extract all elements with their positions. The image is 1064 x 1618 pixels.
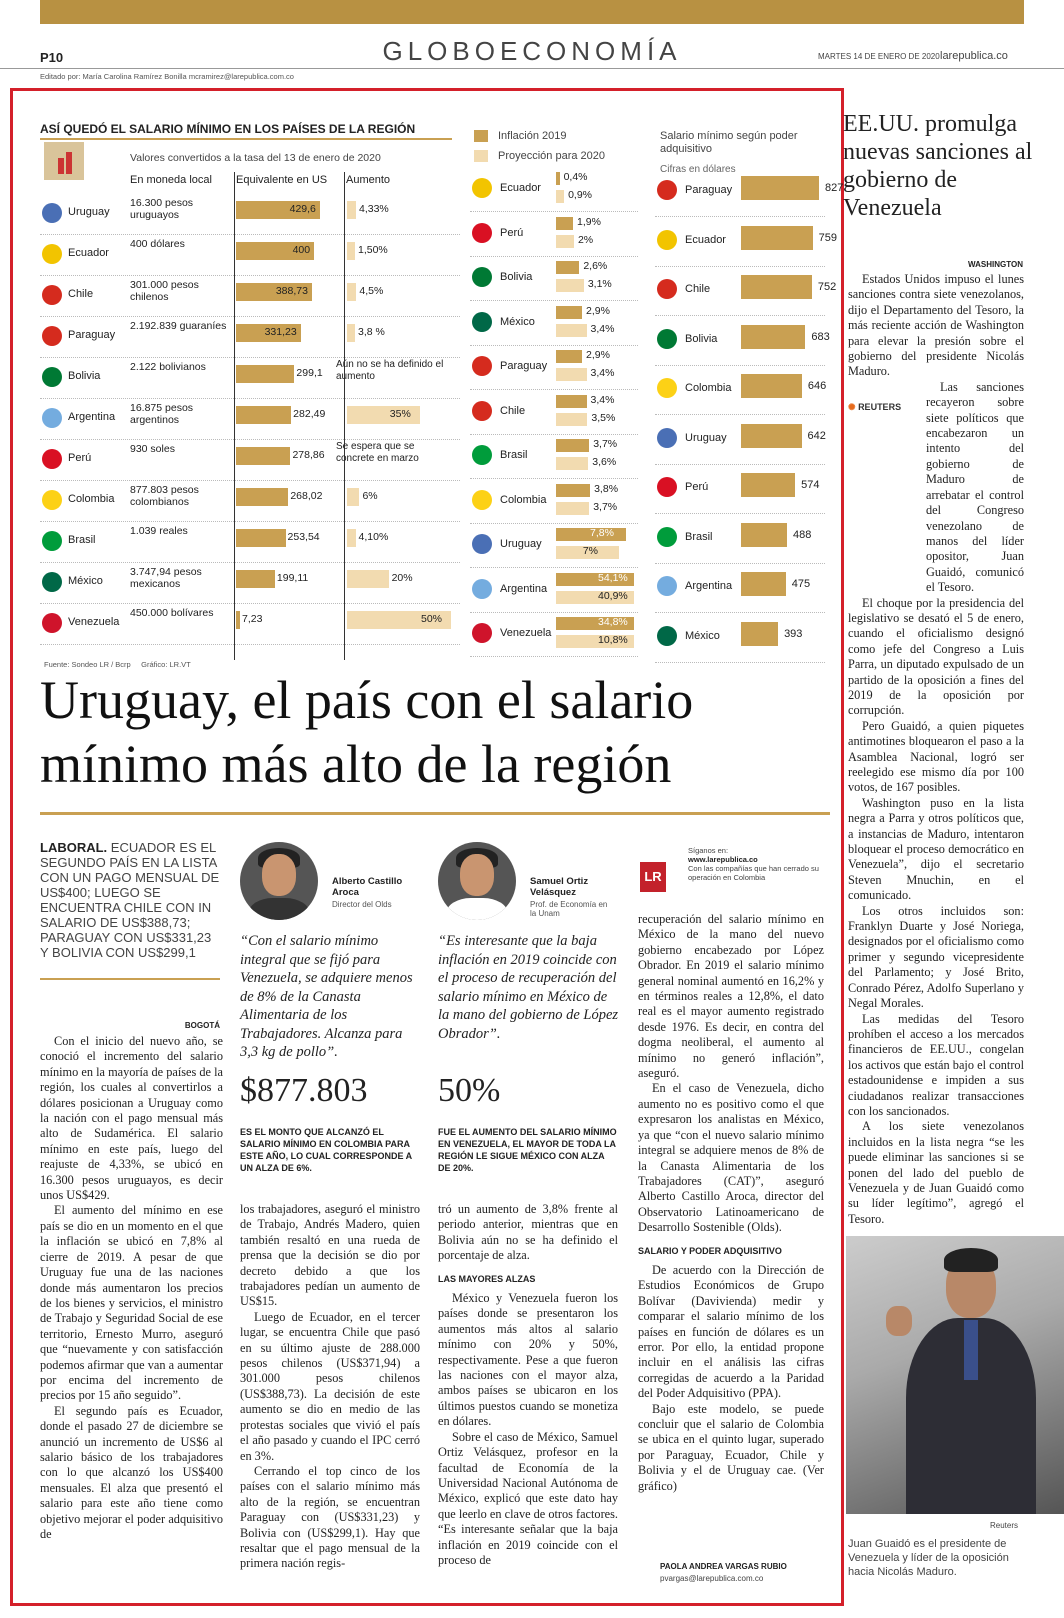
flag-icon: [657, 527, 677, 547]
country-name: Venezuela: [500, 627, 552, 639]
inflation-row: [470, 613, 638, 657]
inflation-label: 3,4%: [590, 393, 615, 406]
country-name: Colombia: [500, 493, 547, 506]
ppa-label: 393: [784, 627, 803, 640]
country-name: Brasil: [68, 534, 96, 546]
usd-label: 282,49: [293, 408, 326, 420]
ppa-subtitle: Cifras en dólares: [660, 164, 736, 175]
flag-icon: [472, 490, 492, 510]
byline-email[interactable]: pvargas@larepublica.com.co: [660, 1574, 764, 1583]
article-column-1: [40, 1034, 223, 1542]
inflation-bar: [556, 439, 589, 452]
flag-icon: [42, 203, 62, 223]
inflation-bar: [556, 395, 587, 408]
flag-icon: [657, 329, 677, 349]
ppa-row: [655, 366, 825, 415]
flag-icon: [42, 572, 62, 592]
projection-bar: [556, 235, 574, 248]
table-row: [40, 482, 460, 522]
increase-label: 3,8 %: [358, 326, 385, 338]
body-paragraph: recuperación del salario mínimo en México de la mano del nuevo gobierno encabezado por López Obrador. En 2019 el salario mínimo general nominal aumentó en 16,2% y en términos reales a 12,8%, el dato real es el mayor aumento registrado desde 1976. Es decir, en contra del dogma neoliberal, el aumento al mínimo no generó inflación”, aseguró.: [638, 912, 824, 1081]
country-name: Chile: [500, 404, 526, 417]
flag-icon: [42, 531, 62, 551]
flag-icon: [42, 613, 62, 633]
body-paragraph: Sobre el caso de México, Samuel Ortiz Velásquez, profesor en la facultad de Economía de la Universidad Nacional Autónoma de México, explicó que este dato hay que leerlo en clave de otros factores. “Es interesante señalar que la baja inflación en 2019 coincide con el proceso de: [438, 1429, 618, 1567]
ppa-bar: [741, 572, 786, 596]
increase-label: 50%: [421, 613, 443, 625]
inflation-row: [470, 346, 638, 390]
avatar: [438, 842, 516, 920]
projection-label: 3,1%: [587, 278, 612, 290]
inflation-row: [470, 213, 638, 257]
country-name: Argentina: [500, 582, 548, 595]
country-name: Ecuador: [68, 247, 109, 259]
site-link[interactable]: larepublica.co: [940, 50, 1008, 62]
ppa-title: Salario mínimo según poder adquisitivo: [660, 130, 798, 155]
projection-label: 40,9%: [598, 589, 628, 602]
increase-note: Aún no se ha definido el aumento: [336, 359, 444, 382]
inflation-row: [470, 168, 638, 212]
flag-icon: [472, 579, 492, 599]
increase-bar: [347, 570, 389, 588]
projection-label: 10,8%: [598, 634, 628, 646]
ppa-row: [655, 317, 830, 366]
inflation-bar: [556, 217, 573, 230]
ppa-row: [655, 564, 825, 613]
projection-bar: [556, 190, 564, 203]
follow-box: Síganos en: www.larepublica.co Con las compañías que han cerrado su operación en Colombia: [688, 846, 828, 882]
flag-icon: [42, 285, 62, 305]
local-amount: 301.000 pesos chilenos: [130, 279, 199, 303]
body-paragraph: Bajo este modelo, se puede concluir que el salario de Colombia se ubica en el quinto lugar, superado por Paraguay, Ecuador, Chile y Bolivia y el de Uruguay cae. (Ver gráfico): [638, 1401, 824, 1493]
ppa-bar: [741, 374, 802, 398]
ppa-label: 642: [807, 429, 826, 442]
flag-icon: [472, 223, 492, 243]
local-amount: 2.122 bolivianos: [130, 361, 206, 373]
top-color-bar: [40, 0, 1024, 24]
inflation-row: [470, 435, 638, 479]
headline-rule: [40, 812, 830, 815]
big-figure: $877.803: [240, 1072, 368, 1109]
infographic-title: ASÍ QUEDÓ EL SALARIO MÍNIMO EN LOS PAÍSES DE LA REGIÓN: [40, 122, 416, 136]
side-dateline: WASHINGTON: [968, 260, 1023, 269]
quote-author-role: Director del Olds: [332, 900, 392, 909]
table-row: [40, 236, 460, 276]
increase-note: Se espera que se concrete en marzo: [336, 441, 419, 464]
flag-icon: [657, 428, 677, 448]
country-name: Bolivia: [68, 370, 101, 382]
ppa-row: [655, 267, 837, 316]
local-amount: 16.300 pesos uruguayos: [130, 197, 194, 221]
chart-icon: [44, 142, 84, 180]
agency-label: ✺ REUTERS: [848, 402, 902, 412]
increase-label: 4,5%: [359, 285, 384, 297]
flag-icon: [42, 449, 62, 469]
local-amount: 3.747,94 pesos mexicanos: [130, 566, 202, 590]
usd-bar: [236, 611, 240, 629]
inflation-label: 3,8%: [594, 482, 619, 495]
country-name: Uruguay: [500, 538, 542, 550]
local-amount: 400 dólares: [130, 238, 185, 250]
inflation-bar: [556, 172, 560, 185]
usd-bar: [236, 529, 286, 547]
photo-caption: Juan Guaidó es el presidente de Venezuela y líder de la oposición hacia Nicolás Maduro.: [848, 1538, 1009, 1578]
body-paragraph: Las medidas del Tesoro prohíben el acceso a los mercados financieros de EE.UU., congelan los activos que están bajo el control estadounidense e impiden a sus ciudadanos realizar transacciones con los sancionados.: [848, 1011, 1024, 1118]
country-name: Ecuador: [500, 182, 541, 194]
projection-label: 3,5%: [591, 411, 616, 424]
section-title: GLOBOECONOMÍA: [382, 36, 682, 66]
body-paragraph: México y Venezuela fueron los países donde se presentaron los aumentos más altos al salario mínimo con 20% y 50%, respectivamente. Pese a que fueron las naciones con el mayor alza, ambos países se ubicaron en los últimos puestos cuando se monetiza en dólares.: [438, 1291, 618, 1429]
ppa-row: [655, 218, 837, 267]
projection-bar: [556, 457, 588, 470]
local-amount: 930 soles: [130, 443, 175, 455]
table-row: [40, 564, 460, 604]
country-name: Chile: [68, 288, 94, 300]
ppa-label: 646: [807, 380, 827, 392]
flag-icon: [42, 244, 62, 264]
usd-bar: [236, 406, 291, 424]
country-name: México: [685, 629, 720, 642]
usd-label: 429,6: [289, 203, 316, 215]
inflation-bar: [556, 306, 582, 319]
country-name: Perú: [685, 481, 709, 493]
ppa-label: 574: [801, 479, 820, 491]
body-paragraph: Pero Guaidó, a quien piquetes antimotines bloquearon el paso a la Asamblea Nacional, logró ser reelegido ese mismo día por 100 votos, de 167 posibles.: [848, 718, 1024, 795]
inflation-row: [470, 480, 638, 524]
body-paragraph: tró un aumento de 3,8% frente al periodo anterior, mientras que en Bolivia aún no se ha definido el porcentaje de alza.: [438, 1202, 618, 1263]
usd-bar: [236, 488, 288, 506]
country-name: Bolivia: [500, 271, 533, 283]
inflation-row: [470, 524, 638, 568]
country-name: Uruguay: [685, 431, 727, 444]
country-name: Argentina: [685, 580, 733, 592]
country-name: Colombia: [68, 493, 115, 505]
projection-label: 3,7%: [593, 500, 618, 513]
quote-author-name: Samuel Ortiz Velásquez: [530, 876, 589, 898]
flag-icon: [42, 367, 62, 387]
usd-label: 299,1: [296, 367, 323, 379]
projection-label: 3,6%: [592, 456, 617, 468]
flag-icon: [472, 267, 492, 287]
country-name: Argentina: [68, 411, 116, 423]
flag-icon: [472, 623, 492, 643]
table-row: [40, 318, 460, 358]
flag-icon: [42, 490, 62, 510]
inflation-label: 2,9%: [586, 349, 610, 361]
body-paragraph: A los siete venezolanos incluidos en la lista negra “se les puede eliminar las sanciones si se ponen del lado del pueblo de Venezuela y de Juan Guaidó como su líder legítimo”, agregó el Tesoro.: [848, 1119, 1024, 1226]
body-paragraph: Washington puso en la lista negra a Parra y otros políticos que, a instancias de Maduro, intentaron bloquear el proceso democrático en Venezuela”, dijo el secretario Steven Mnuchin, en el comunicado.: [848, 795, 1024, 903]
increase-label: 4,33%: [359, 203, 389, 215]
side-article: [848, 272, 1024, 1227]
usd-label: 268,02: [290, 490, 323, 502]
inflation-row: [470, 569, 638, 613]
local-amount: 450.000 bolívares: [130, 607, 214, 619]
inflation-label: 3,7%: [593, 438, 618, 450]
figure-caption: FUE EL AUMENTO DEL SALARIO MÍNIMO EN VENEZUELA, EL MAYOR DE TODA LA REGIÓN LE SIGUE MÉXICO CON ALZA DE 20%.: [438, 1127, 617, 1173]
ppa-bar: [741, 176, 819, 200]
country-name: Paraguay: [685, 184, 733, 196]
flag-icon: [657, 477, 677, 497]
article-column-2: [240, 1202, 420, 1572]
col-local-header: En moneda local: [130, 174, 212, 186]
body-paragraph: Luego de Ecuador, en el tercer lugar, se encuentra Chile que pasó en su último ajuste de 288.000 pesos chilenos (US$371,94) a 301.000 pesos chilenos (US$388,73). La decisión de este aumento se dio en medio de las protestas sociales que vivió el país el año pasado y cuando el IPC cerró en 3%.: [240, 1309, 420, 1463]
country-name: Ecuador: [685, 233, 726, 246]
projection-bar: [556, 324, 587, 337]
country-name: Venezuela: [68, 616, 120, 628]
table-row: [40, 195, 460, 235]
body-paragraph: El segundo país es Ecuador, donde el pasado 27 de diciembre se anunció un incremento de US$6 al salario básico de los trabajadores con lo que alcanzó los US$400 mensuales. El alza que presentó el salario para este año tiene como objetivo mejorar el poder adquisitivo de: [40, 1403, 223, 1541]
inflation-row: [470, 302, 638, 346]
body-paragraph: En el caso de Venezuela, dicho aumento no es positivo como el que expresaron los analistas en México, ya que “con el nuevo salario mínimo integral se adquiere menos de 8% de la Canasta Alimentaria de los Trabajadores (CAT)”, aseguró Alberto Castillo Aroca, director del Observatorio Latinoamericano de Desarrollo Sostenible (Olds).: [638, 1081, 824, 1235]
inflation-row: [470, 257, 638, 301]
increase-label: 4,10%: [358, 531, 389, 543]
projection-label: 2%: [577, 233, 594, 246]
flag-icon: [42, 326, 62, 346]
increase-label: 1,50%: [358, 244, 388, 256]
photo-credit: Reuters: [990, 1521, 1019, 1530]
col-us-header: Equivalente en US: [236, 174, 328, 186]
subheading: SALARIO Y PODER ADQUISITIVO: [638, 1245, 782, 1256]
country-name: México: [68, 575, 103, 587]
projection-bar: [556, 279, 584, 292]
body-paragraph: Cerrando el top cinco de los países con el salario mínimo más alto de la región, se encuentran Paraguay con (US$331,23) y Bolivia con (US$299,1). Hay que resaltar que el pago mensual de la primera nación regis-: [240, 1463, 420, 1571]
inflation-bar: [556, 350, 582, 363]
increase-bar: [347, 201, 356, 219]
inflation-label: 1,9%: [577, 215, 601, 228]
ppa-bar: [741, 424, 802, 448]
lead-paragraph: LABORAL. ECUADOR ES EL SEGUNDO PAÍS EN LA LISTA CON UN PAGO MENSUAL DE US$400; LUEGO SE ENCUENTRA CHILE CON IN SALARIO DE US$388,73; PARAGUAY CON US$331,23 Y BOLIVIA CON US$299,1: [40, 840, 220, 960]
flag-icon: [657, 230, 677, 250]
increase-label: 20%: [391, 572, 413, 584]
infographic-subtitle: Valores convertidos a la tasa del 13 de enero de 2020: [130, 152, 381, 164]
table-row: [40, 523, 460, 563]
ppa-bar: [741, 622, 778, 646]
legend-projection: Proyección para 2020: [474, 150, 605, 162]
table-row: [40, 400, 460, 440]
legend-swatch: [474, 130, 488, 142]
country-name: Colombia: [685, 382, 732, 394]
ppa-row: [655, 515, 825, 564]
lr-logo: LR: [640, 862, 666, 892]
usd-label: 7,23: [242, 613, 263, 625]
page-number: P10: [40, 50, 64, 65]
usd-label: 388,73: [275, 285, 308, 297]
inflation-bar: [556, 484, 590, 497]
body-paragraph: Las sanciones recayeron sobre siete políticos que encabezaron un intento del gobierno de Maduro de arrebatar el control del Congreso venezolano de manos del líder opositor, Juan Guaidó, comunicó el Tesoro.: [926, 379, 1024, 595]
legend-inflation: Inflación 2019: [474, 130, 567, 142]
country-name: México: [500, 315, 535, 328]
body-paragraph: Estados Unidos impuso el lunes sanciones contra siete venezolanos, dijo el Departamento del Tesoro, la más reciente acción de Washington para elevar la presión sobre el gobierno del presidente Nicolás Maduro.: [848, 272, 1024, 379]
usd-bar: [236, 365, 294, 383]
projection-label: 3,4%: [590, 322, 615, 335]
ppa-row: [655, 168, 844, 217]
col-increase-header: Aumento: [346, 174, 391, 186]
usd-bar: [236, 447, 290, 465]
usd-label: 400: [292, 244, 311, 256]
lead-rule: [40, 978, 220, 980]
inflation-label: 54,1%: [598, 571, 628, 584]
ppa-label: 827: [825, 182, 844, 194]
increase-bar: [347, 242, 355, 260]
country-name: Perú: [500, 226, 524, 239]
body-paragraph: Con el inicio del nuevo año, se conoció el incremento del salario mínimo en la mayoría de países de la región, los cuales al convertirlos a dólares posicionan a Uruguay como la nación con el pago mensual más alto de Sudamérica. El salario mínimo en este país, luego del reajuste de 4,33%, se ubicó en 16.300 pesos uruguayos, es decir unos US$429.: [40, 1034, 223, 1203]
ppa-bar: [741, 226, 813, 250]
source-note: Fuente: Sondeo LR / Bcrp Gráfico: LR.VT: [44, 660, 191, 669]
country-name: Paraguay: [500, 360, 548, 372]
projection-bar: [556, 502, 589, 515]
body-paragraph: El choque por la presidencia del legislativo se desató el 5 de enero, cuando el oficialismo designó como jefe del Congreso a Luis Parra, un diputado expulsado de un partido de la oposición a fines del 2019 de la oposición por corrupción.: [848, 595, 1024, 718]
ppa-label: 759: [818, 231, 837, 244]
article-column-4: [638, 912, 824, 1494]
ppa-bar: [741, 523, 787, 547]
local-amount: 1.039 reales: [130, 525, 188, 537]
article-column-3: [438, 1202, 618, 1568]
infographic-title-rule: [40, 138, 452, 140]
ppa-label: 683: [811, 330, 830, 343]
body-paragraph: De acuerdo con la Dirección de Estudios Económicos de Grupo Bolívar (Davivienda) medir y comparar el salario mínimo de los países en función de dólares es un error. Por ello, la entidad propone incluir en el análisis las cifras corregidas de acuerdo a la Paridad del Poder Adquisitivo (PPA).: [638, 1262, 824, 1401]
flag-icon: [657, 279, 677, 299]
header-rule: [0, 68, 1064, 69]
figure-caption: ES EL MONTO QUE ALCANZÓ EL SALARIO MÍNIMO EN COLOMBIA PARA ESTE AÑO, LO CUAL CORRESPONDE A UN ALZA DE 6%.: [240, 1127, 412, 1173]
body-paragraph: los trabajadores, aseguró el ministro de Trabajo, Andrés Madero, quien también resaltó en una rueda de prensa que la decisión se dio por decreto debido a que los trabajadores pedían un aumento de US$15.: [240, 1202, 420, 1309]
headline: Uruguay, el país con el salario mínimo más alto de la región: [40, 670, 694, 794]
quote-author-name: Alberto Castillo Aroca: [332, 876, 403, 898]
country-name: Perú: [68, 452, 92, 464]
projection-label: 7%: [582, 545, 598, 557]
issue-date: MARTES 14 DE ENERO DE 2020: [818, 52, 940, 61]
ppa-label: 488: [793, 528, 812, 541]
inflation-label: 0,4%: [563, 171, 588, 183]
usd-label: 331,23: [264, 326, 297, 338]
ppa-row: [655, 465, 825, 514]
flag-icon: [657, 626, 677, 646]
legend-swatch: [474, 150, 488, 162]
flag-icon: [472, 356, 492, 376]
country-name: Brasil: [500, 449, 528, 461]
body-paragraph: El aumento del mínimo en ese país se dio en un momento en el que la inflación se ubicó en 7,8% al cierre de 2019. A pesar de que Uruguay fue una de las naciones donde más aumentaron los precios de los bienes y servicios, el ministro de Trabajo y Seguridad Social de ese territorio, Ernesto Murro, aseguró que “nuevamente y con satisfacción podemos afirmar que van a aumentar por encima del incremento de precios por 15 año seguido”.: [40, 1203, 223, 1403]
increase-bar: [347, 488, 359, 506]
increase-label: 6%: [362, 490, 378, 502]
big-figure: 50%: [438, 1072, 501, 1109]
ppa-label: 475: [791, 578, 811, 590]
flag-icon: [42, 408, 62, 428]
usd-bar: [236, 570, 275, 588]
follow-link[interactable]: www.larepublica.co: [688, 855, 758, 864]
increase-bar: [347, 529, 356, 547]
inflation-label: 2,6%: [583, 260, 608, 272]
inflation-row: [470, 391, 638, 435]
flag-icon: [472, 534, 492, 554]
table-row: [40, 441, 460, 481]
inflation-label: 7,8%: [590, 527, 614, 539]
ppa-bar: [741, 325, 805, 349]
increase-bar: [347, 324, 355, 342]
usd-label: 278,86: [292, 449, 325, 461]
pull-quote: “Es interesante que la baja inflación en 2019 coincide con el proceso de recuperación del salario mínimo en México de la mano del gobierno de López Obrador”.: [438, 933, 619, 1042]
usd-label: 199,11: [276, 572, 309, 584]
local-amount: 877.803 pesos colombianos: [130, 484, 199, 508]
pull-quote: “Con el salario mínimo integral que se fijó para Venezuela, se adquiere menos de 8% de la Canasta Alimentaria de los Trabajadores. Alcanza para 3,3 kg de pollo”.: [240, 933, 413, 1060]
country-name: Brasil: [685, 530, 713, 543]
quote-author-role: Prof. de Economía en la Unam: [530, 900, 608, 918]
body-paragraph: Los otros incluidos son: Franklyn Duarte y José Noriega, designados por el oficialismo como primer y segundo vicepresidente del Parlamento; y José Brito, Conrado Pérez, Adolfo Superlano y Negal Morales.: [848, 903, 1024, 1011]
flag-icon: [472, 401, 492, 421]
flag-icon: [657, 180, 677, 200]
ppa-bar: [741, 473, 795, 497]
local-amount: 16.875 pesos argentinos: [130, 402, 194, 426]
avatar: [240, 842, 318, 920]
dateline: BOGOTÁ: [184, 1021, 220, 1030]
projection-bar: [556, 368, 587, 381]
side-headline: EE.UU. promulga nuevas sanciones al gobierno de Venezuela: [843, 111, 1033, 221]
country-name: Chile: [685, 283, 711, 295]
reuters-icon: ✺: [848, 402, 856, 412]
inflation-label: 34,8%: [598, 616, 628, 628]
usd-label: 253,54: [287, 531, 320, 543]
flag-icon: [472, 178, 492, 198]
flag-icon: [657, 576, 677, 596]
flag-icon: [472, 445, 492, 465]
subheading: LAS MAYORES ALZAS: [438, 1273, 536, 1284]
table-row: [40, 359, 460, 399]
projection-label: 0,9%: [568, 189, 592, 201]
table-row: [40, 277, 460, 317]
news-photo: [846, 1236, 1064, 1514]
country-name: Paraguay: [68, 329, 116, 341]
flag-icon: [657, 378, 677, 398]
inflation-bar: [556, 261, 579, 274]
table-row: [40, 605, 460, 645]
projection-label: 3,4%: [590, 367, 615, 379]
ppa-row: [655, 614, 825, 663]
byline: PAOLA ANDREA VARGAS RUBIO: [660, 1562, 787, 1571]
increase-bar: [347, 283, 356, 301]
country-name: Bolivia: [685, 332, 718, 345]
ppa-label: 752: [817, 281, 837, 293]
editor-line: Editado por: María Carolina Ramírez Bonilla mcramirez@larepublica.com.co: [40, 72, 294, 81]
projection-bar: [556, 413, 587, 426]
country-name: Uruguay: [68, 206, 110, 218]
increase-label: 35%: [389, 408, 411, 420]
inflation-label: 2,9%: [586, 304, 610, 317]
ppa-row: [655, 416, 825, 465]
ppa-bar: [741, 275, 812, 299]
flag-icon: [472, 312, 492, 332]
local-amount: 2.192.839 guaraníes: [130, 320, 227, 332]
